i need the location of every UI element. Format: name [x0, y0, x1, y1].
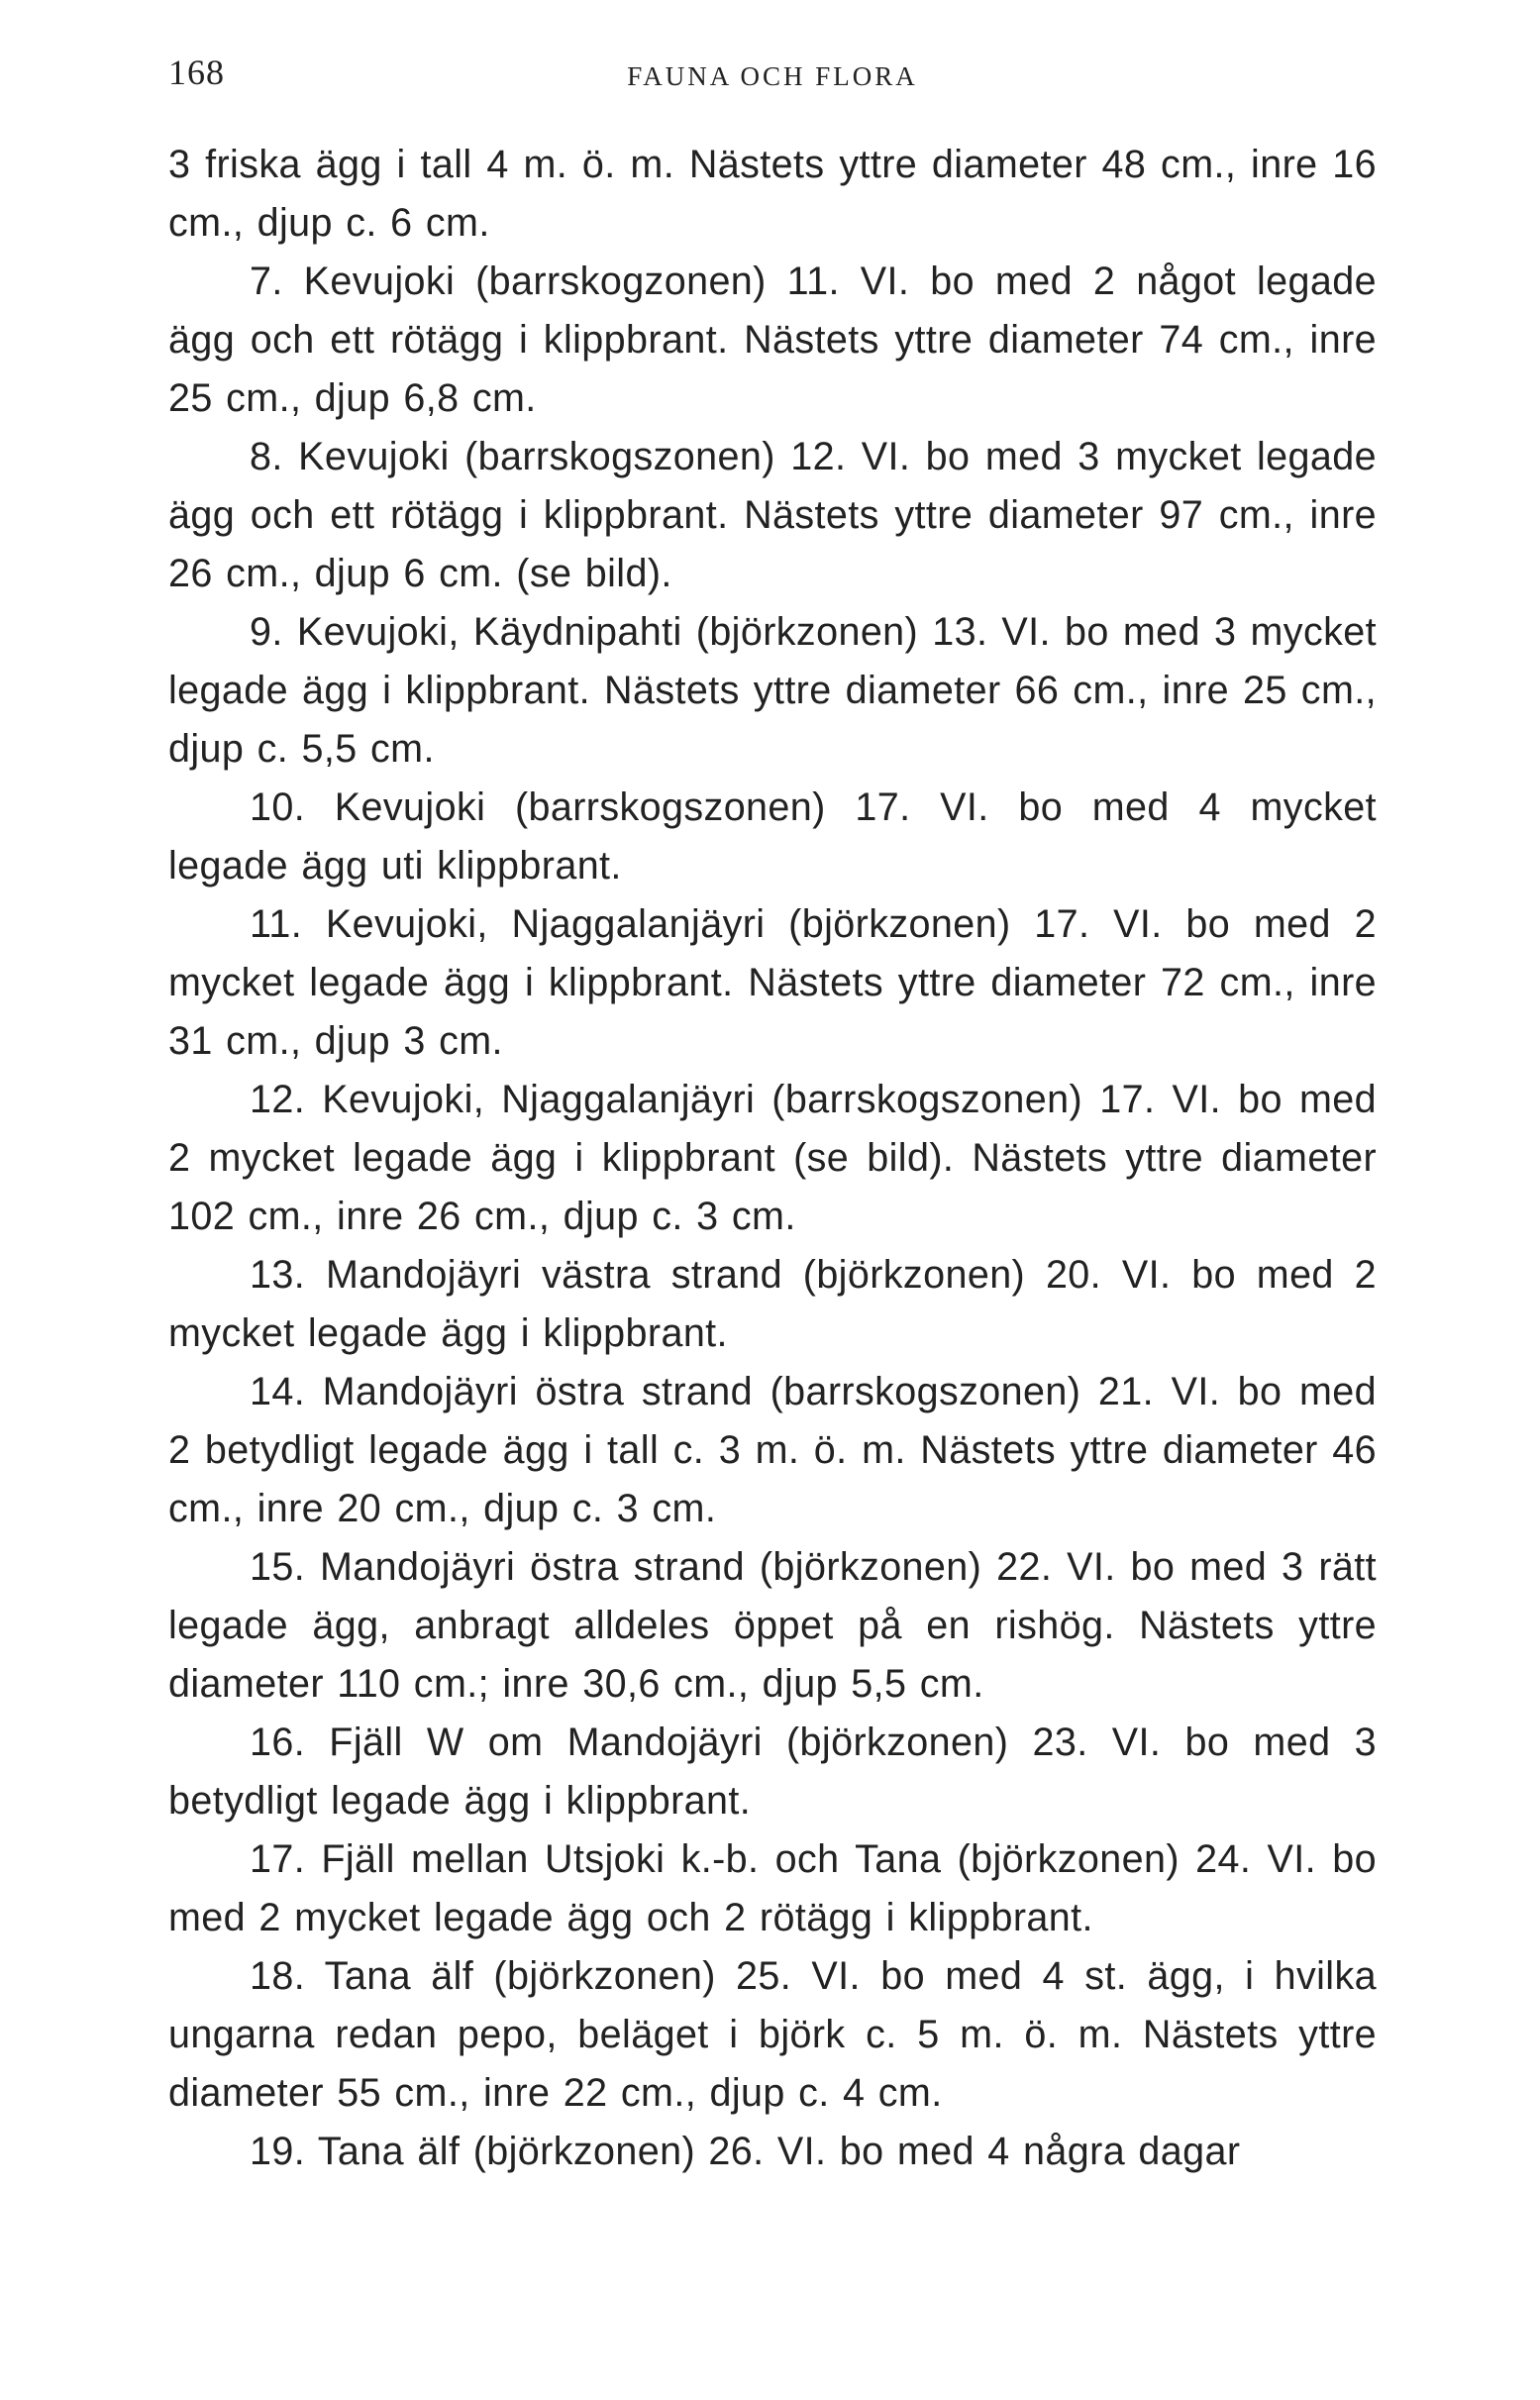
paragraph-entry-12: 12. Kevujoki, Njaggalanjäyri (barrskogszonen) 17. VI. bo med 2 mycket legade ägg i klippbrant (se bild). Nästets yttre diameter 102 cm., inre 26 cm., djup c. 3 cm. [168, 1078, 1377, 1238]
paragraph-continued: 3 friska ägg i tall 4 m. ö. m. Nästets yttre diameter 48 cm., inre 16 cm., djup c. 6 cm. [168, 143, 1377, 245]
paragraph-entry-8: 8. Kevujoki (barrskogszonen) 12. VI. bo med 3 mycket legade ägg och ett rötägg i klippbrant. Nästets yttre diameter 97 cm., inre 26 cm., djup 6 cm. (se bild). [168, 435, 1377, 595]
paragraph-entry-11: 11. Kevujoki, Njaggalanjäyri (björkzonen) 17. VI. bo med 2 mycket legade ägg i klippbrant. Nästets yttre diameter 72 cm., inre 31 cm., djup 3 cm. [168, 902, 1377, 1063]
paragraph-entry-16: 16. Fjäll W om Mandojäyri (björkzonen) 23. VI. bo med 3 betydligt legade ägg i klippbrant. [168, 1721, 1377, 1823]
paragraph-entry-17: 17. Fjäll mellan Utsjoki k.-b. och Tana (björkzonen) 24. VI. bo med 2 mycket legade ägg och 2 rötägg i klippbrant. [168, 1837, 1377, 1939]
paragraph-entry-19: 19. Tana älf (björkzonen) 26. VI. bo med 4 några dagar [250, 2130, 1241, 2173]
running-title: FAUNA OCH FLORA [627, 61, 918, 91]
paragraph-entry-9: 9. Kevujoki, Käydnipahti (björkzonen) 13. VI. bo med 3 mycket legade ägg i klippbrant. Nästets yttre diameter 66 cm., inre 25 cm., djup c. 5,5 cm. [168, 610, 1377, 771]
paragraph-entry-15: 15. Mandojäyri östra strand (björkzonen) 22. VI. bo med 3 rätt legade ägg, anbragt alldeles öppet på en rishög. Nästets yttre diameter 110 cm.; inre 30,6 cm., djup 5,5 cm. [168, 1545, 1377, 1706]
paragraph-entry-18: 18. Tana älf (björkzonen) 25. VI. bo med 4 st. ägg, i hvilka ungarna redan pepo, beläget i björk c. 5 m. ö. m. Nästets yttre diameter 55 cm., inre 22 cm., djup c. 4 cm. [168, 1954, 1377, 2115]
page-header [168, 52, 1377, 101]
paragraph-entry-14: 14. Mandojäyri östra strand (barrskogszonen) 21. VI. bo med 2 betydligt legade ägg i tall c. 3 m. ö. m. Nästets yttre diameter 46 cm., inre 20 cm., djup c. 3 cm. [168, 1370, 1377, 1530]
paragraph-entry-7: 7. Kevujoki (barrskogzonen) 11. VI. bo med 2 något legade ägg och ett rötägg i klippbrant. Nästets yttre diameter 74 cm., inre 25 cm., djup 6,8 cm. [168, 260, 1377, 420]
page-number: 168 [168, 52, 225, 92]
paragraph-entry-10: 10. Kevujoki (barrskogszonen) 17. VI. bo med 4 mycket legade ägg uti klippbrant. [168, 785, 1377, 887]
body-text [168, 136, 1377, 2181]
paragraph-entry-13: 13. Mandojäyri västra strand (björkzonen) 20. VI. bo med 2 mycket legade ägg i klippbrant. [168, 1253, 1377, 1355]
